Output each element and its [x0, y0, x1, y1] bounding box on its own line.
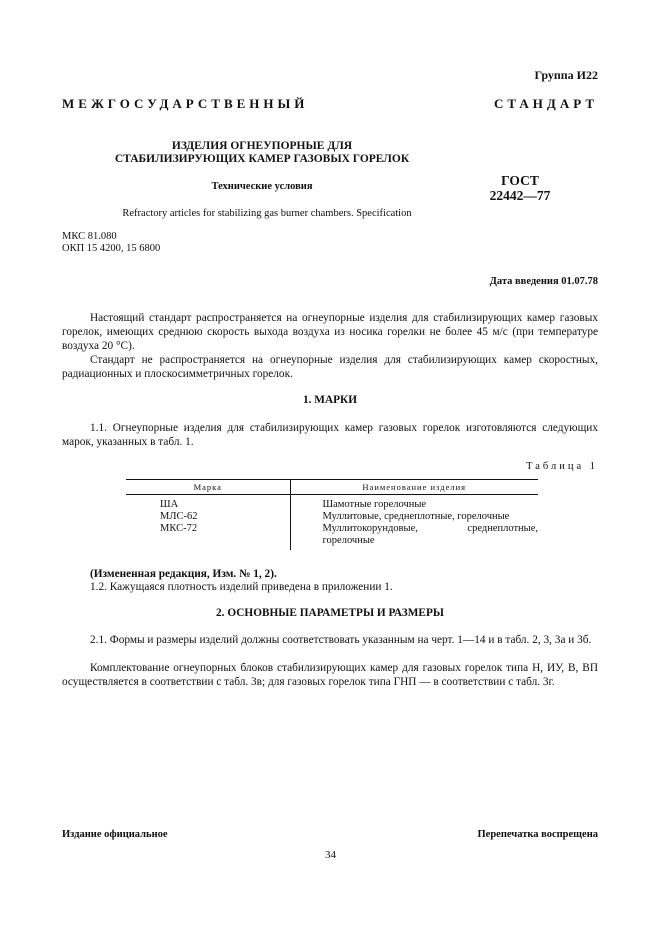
standard-type-heading: МЕЖГОСУДАРСТВЕННЫЙ СТАНДАРТ	[62, 96, 598, 111]
table-cell-name: Шамотные горелочные	[322, 499, 427, 510]
footer-reprint-prohibited: Перепечатка воспрещена	[477, 829, 598, 840]
intro-date: Дата введения 01.07.78	[489, 276, 598, 287]
page-number: 34	[325, 849, 336, 861]
footer-official-edition: Издание официальное	[62, 829, 168, 840]
gost-label: ГОСТ	[501, 173, 539, 188]
table-cell-mark: МЛС-62	[126, 511, 290, 523]
table-cell-mark: МКС-72	[126, 523, 290, 550]
table-cell-name: Муллитокорундовые, среднеплотные, горелочные	[322, 523, 538, 546]
title-subtitle: Технические условия	[211, 181, 313, 192]
table-row	[126, 511, 538, 523]
table-header-name: Наименование изделия	[290, 480, 538, 495]
table-row	[126, 523, 538, 550]
table-cell-mark: ША	[126, 495, 290, 512]
title-line-1: ИЗДЕЛИЯ ОГНЕУПОРНЫЕ ДЛЯ	[171, 140, 353, 152]
paragraph-2-2: Комплектование огнеупорных блоков стабилизирующих камер для газовых горелок типа Н, ИУ, В, ВП осуществляется в соответствии с табл. 3в; для газовых горелок типа ГНП — в соответствии с табл. 3г.	[62, 662, 598, 688]
mks-code: МКС 81.080	[62, 231, 117, 242]
table-1	[126, 479, 538, 550]
title-line-2: СТАБИЛИЗИРУЮЩИХ КАМЕР ГАЗОВЫХ ГОРЕЛОК	[114, 153, 410, 165]
paragraph-1-1: 1.1. Огнеупорные изделия для стабилизирующих камер газовых горелок изготовляются следующих марок, указанных в табл. 1.	[62, 422, 598, 448]
intro-paragraph-2: Стандарт не распространяется на огнеупорные изделия для стабилизирующих камер скоростных, радиационных и плоскосимметричных горелок.	[62, 354, 598, 380]
amendment-note: (Измененная редакция, Изм. № 1, 2).	[90, 568, 277, 580]
section-1-heading: 1. МАРКИ	[303, 394, 357, 406]
table-cell-name: Муллитовые, среднеплотные, горелочные	[322, 511, 510, 522]
group-label: Группа И22	[534, 68, 598, 82]
gost-number: 22442—77	[489, 188, 551, 203]
okp-code: ОКП 15 4200, 15 6800	[62, 243, 161, 254]
table-1-caption: Таблица 1	[526, 461, 598, 472]
table-header-mark: Марка	[126, 480, 290, 495]
paragraph-2-1: 2.1. Формы и размеры изделий должны соответствовать указанным на черт. 1—14 и в табл. 2, 3, 3а и 3б.	[90, 634, 592, 646]
title-english: Refractory articles for stabilizing gas burner chambers. Specification	[122, 208, 412, 219]
paragraph-1-2: 1.2. Кажущаяся плотность изделий приведена в приложении 1.	[90, 581, 393, 593]
section-2-heading: 2. ОСНОВНЫЕ ПАРАМЕТРЫ И РАЗМЕРЫ	[216, 607, 444, 619]
table-row	[126, 495, 538, 512]
intro-paragraph-1: Настоящий стандарт распространяется на огнеупорные изделия для стабилизирующих камер газовых горелок, имеющих среднюю скорость выхода воздуха из носика горелки не более 45 м/с (при температуре воздуха 20 °С).	[62, 312, 598, 352]
